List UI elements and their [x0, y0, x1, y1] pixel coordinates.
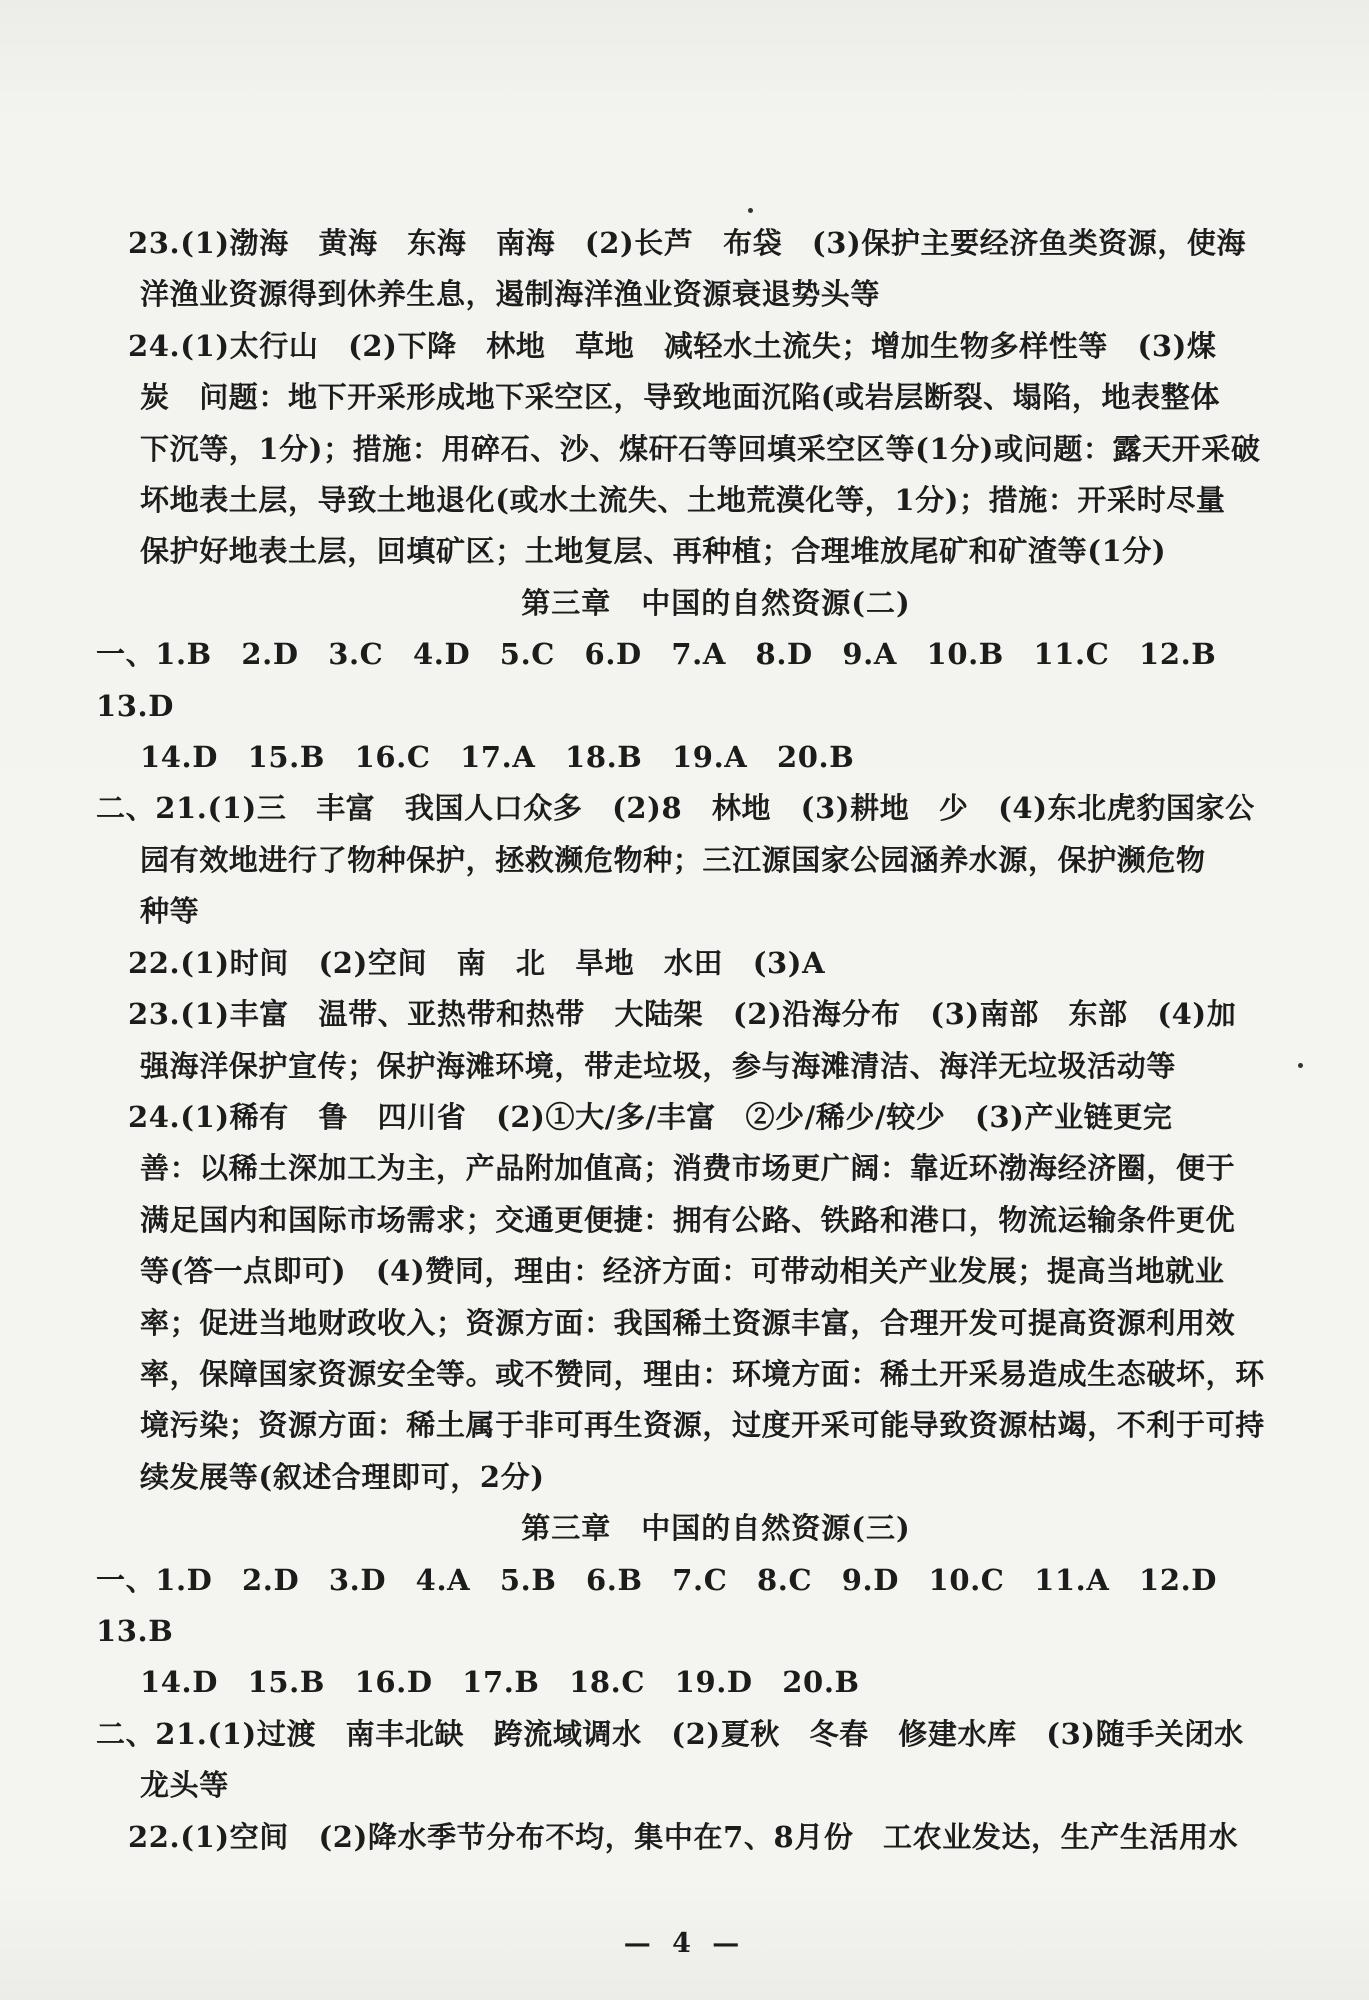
answer-line: 24.(1)太行山 (2)下降 林地 草地 减轻水土流失；增加生物多样性等 (3)煤 [128, 328, 1217, 363]
answer-line: 23.(1)丰富 温带、亚热带和热带 大陆架 (2)沿海分布 (3)南部 东部 (4)加 [128, 997, 1237, 1032]
page-number: — 4 — [623, 1928, 746, 1959]
answer-line: 园有效地进行了物种保护，拯救濒危物种；三江源国家公园涵养水源，保护濒危物 [140, 842, 1206, 877]
answer-line: 坏地表土层，导致土地退化(或水土流失、土地荒漠化等，1分)；措施：开采时尽量 [140, 483, 1226, 518]
answer-line: 洋渔业资源得到休养生息，遏制海洋渔业资源衰退势头等 [140, 277, 881, 312]
answer-line: 龙头等 [140, 1768, 229, 1803]
answer-line: 保护好地表土层，回填矿区；土地复层、再种植；合理堆放尾矿和矿渣等(1分) [140, 534, 1167, 569]
chapter-title: 第三章 中国的自然资源(二) [521, 585, 911, 620]
answer-line: 二、21.(1)过渡 南丰北缺 跨流域调水 (2)夏秋 冬春 修建水库 (3)随手关闭水 [96, 1716, 1244, 1751]
chapter-title: 第三章 中国的自然资源(三) [521, 1511, 911, 1546]
speck [748, 208, 753, 213]
answer-line: 23.(1)渤海 黄海 东海 南海 (2)长芦 布袋 (3)保护主要经济鱼类资源，使海 [128, 226, 1247, 260]
answer-line: 22.(1)时间 (2)空间 南 北 旱地 水田 (3)A [128, 945, 826, 980]
answer-line: 满足国内和国际市场需求；交通更便捷：拥有公路、铁路和港口，物流运输条件更优 [140, 1202, 1236, 1237]
answer-line: 续发展等(叙述合理即可，2分) [140, 1459, 545, 1494]
answer-line: 等(答一点即可) (4)赞同，理由：经济方面：可带动相关产业发展；提高当地就业 [140, 1254, 1225, 1289]
answer-line: 二、21.(1)三 丰富 我国人口众多 (2)8 林地 (3)耕地 少 (4)东北虎豹国家公 [96, 791, 1255, 826]
answer-line: 善：以稀土深加工为主，产品附加值高；消费市场更广阔：靠近环渤海经济圈，便于 [140, 1151, 1236, 1186]
answer-line: 14.D 15.B 16.C 17.A 18.B 19.A 20.B [140, 740, 855, 775]
answer-line: 22.(1)空间 (2)降水季节分布不均，集中在7、8月份 工农业发达，生产生活用水 [128, 1819, 1239, 1854]
answer-line: 率；促进当地财政收入；资源方面：我国稀土资源丰富，合理开发可提高资源利用效 [140, 1305, 1236, 1340]
answer-line: 境污染；资源方面：稀土属于非可再生资源，过度开采可能导致资源枯竭，不利于可持 [140, 1408, 1265, 1443]
answer-line: 强海洋保护宣传；保护海滩环境，带走垃圾，参与海滩清洁、海洋无垃圾活动等 [140, 1048, 1177, 1083]
speck [1298, 1063, 1303, 1068]
answer-line: 14.D 15.B 16.D 17.B 18.C 19.D 20.B [140, 1665, 860, 1700]
answer-line: 种等 [140, 894, 200, 929]
answer-line: 下沉等，1分)；措施：用碎石、沙、煤矸石等回填采空区等(1分)或问题：露天开采破 [140, 431, 1261, 466]
answer-line: 率，保障国家资源安全等。或不赞同，理由：环境方面：稀土开采易造成生态破坏，环 [140, 1356, 1265, 1391]
answer-line: 炭 问题：地下开采形成地下采空区，导致地面沉陷(或岩层断裂、塌陷，地表整体 [140, 380, 1220, 415]
answer-line: 24.(1)稀有 鲁 四川省 (2)①大/多/丰富 ②少/稀少/较少 (3)产业链更完 [128, 1099, 1173, 1134]
answer-line: 一、1.B 2.D 3.C 4.D 5.C 6.D 7.A 8.D 9.A 10.B 11.C 12.B 13.D [96, 637, 1247, 723]
answer-line: 一、1.D 2.D 3.D 4.A 5.B 6.B 7.C 8.C 9.D 10.C 11.A 12.D 13.B [96, 1562, 1247, 1648]
answer-content [96, 218, 1276, 1863]
